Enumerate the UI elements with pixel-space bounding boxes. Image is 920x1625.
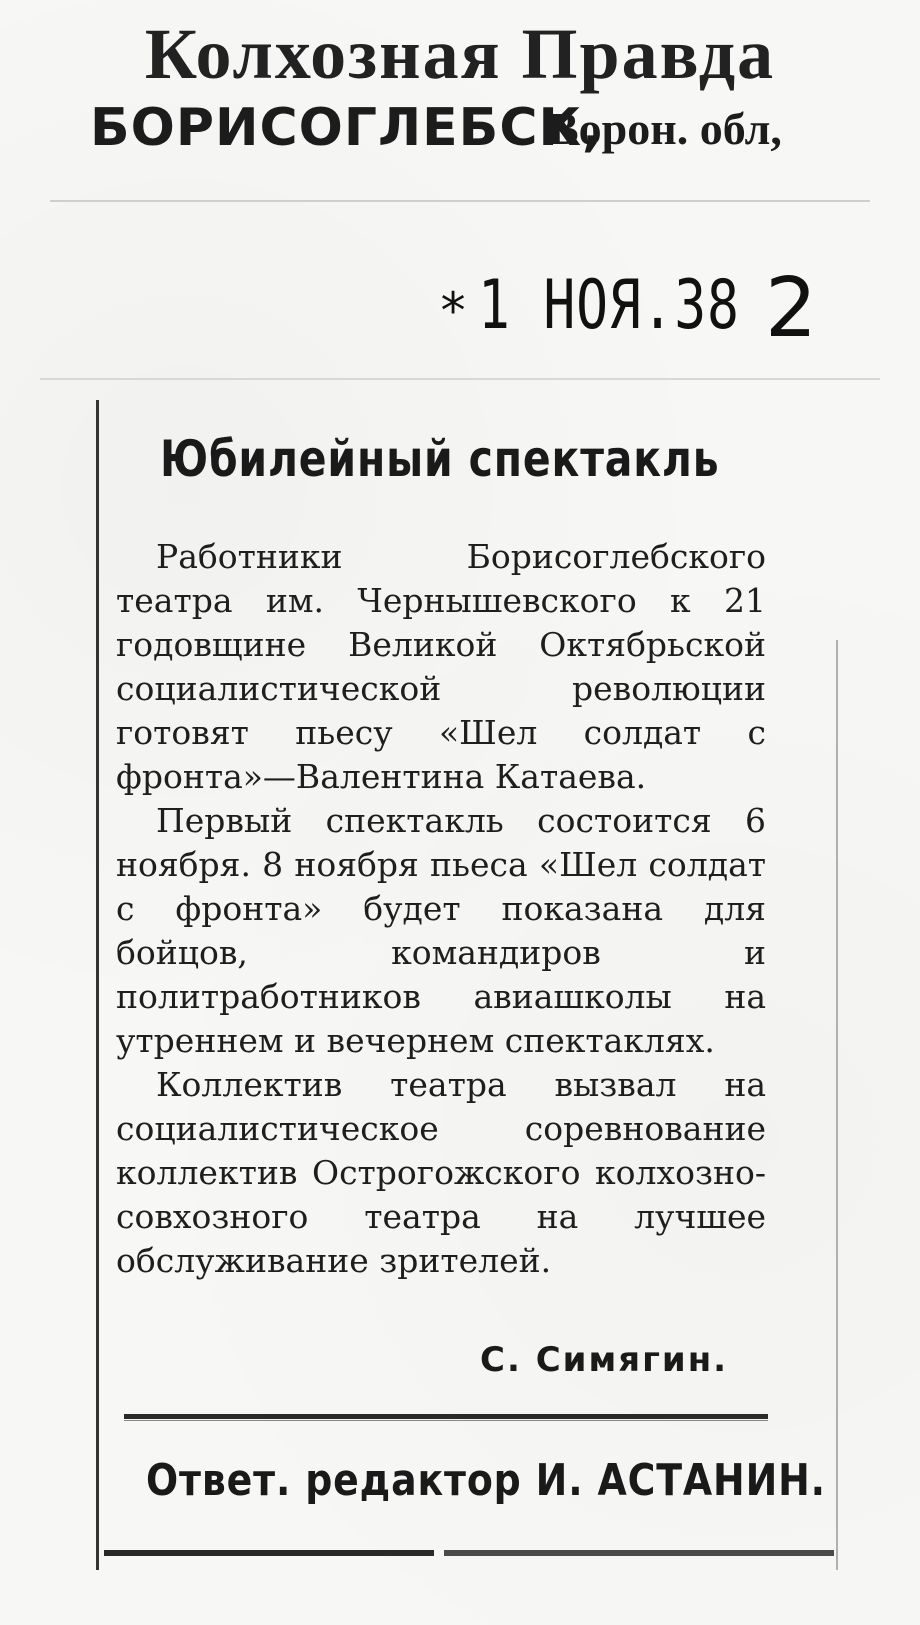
bottom-rule-right xyxy=(444,1550,834,1556)
stamp-date: 1 НОЯ.38 xyxy=(478,266,740,345)
bottom-rule-left xyxy=(104,1550,434,1556)
article-body xyxy=(116,535,766,1283)
masthead-city: БОРИСОГЛЕБСК, xyxy=(90,98,603,158)
stamp-number: 2 xyxy=(765,261,818,356)
masthead-region: Ворон. обл, xyxy=(548,103,782,154)
editor-credit: Ответ. редактор И. АСТАНИН. xyxy=(146,1455,826,1506)
star-icon: * xyxy=(438,282,469,340)
article-frame-left xyxy=(96,400,99,1570)
article-headline: Юбилейный спектакль xyxy=(160,430,720,488)
article-frame-right xyxy=(836,640,838,1570)
footer-rule-thin xyxy=(124,1420,768,1421)
faint-divider xyxy=(40,378,880,380)
article-signature: С. Симягин. xyxy=(480,1340,729,1380)
faint-divider xyxy=(50,200,870,202)
article-paragraph: Коллектив театра вызвал на социалистическое соревнование коллектив Острогожского колхозно-совхозного театра на лучшее обслуживание зрителей. xyxy=(116,1065,766,1280)
newspaper-title: Колхозная Правда xyxy=(144,14,776,94)
article-paragraph: Первый спектакль состоится 6 ноября. 8 ноября пьеса «Шел солдат с фронта» будет показана для бойцов, командиров и политработников авиашколы на утреннем и вечернем спектаклях. xyxy=(116,801,766,1060)
footer-rule xyxy=(124,1414,768,1419)
article-paragraph: Работники Борисоглебского театра им. Чернышевского к 21 годовщине Великой Октябрьской социалистической революции готовят пьесу «Шел солдат с фронта»—Валентина Катаева. xyxy=(116,537,766,796)
